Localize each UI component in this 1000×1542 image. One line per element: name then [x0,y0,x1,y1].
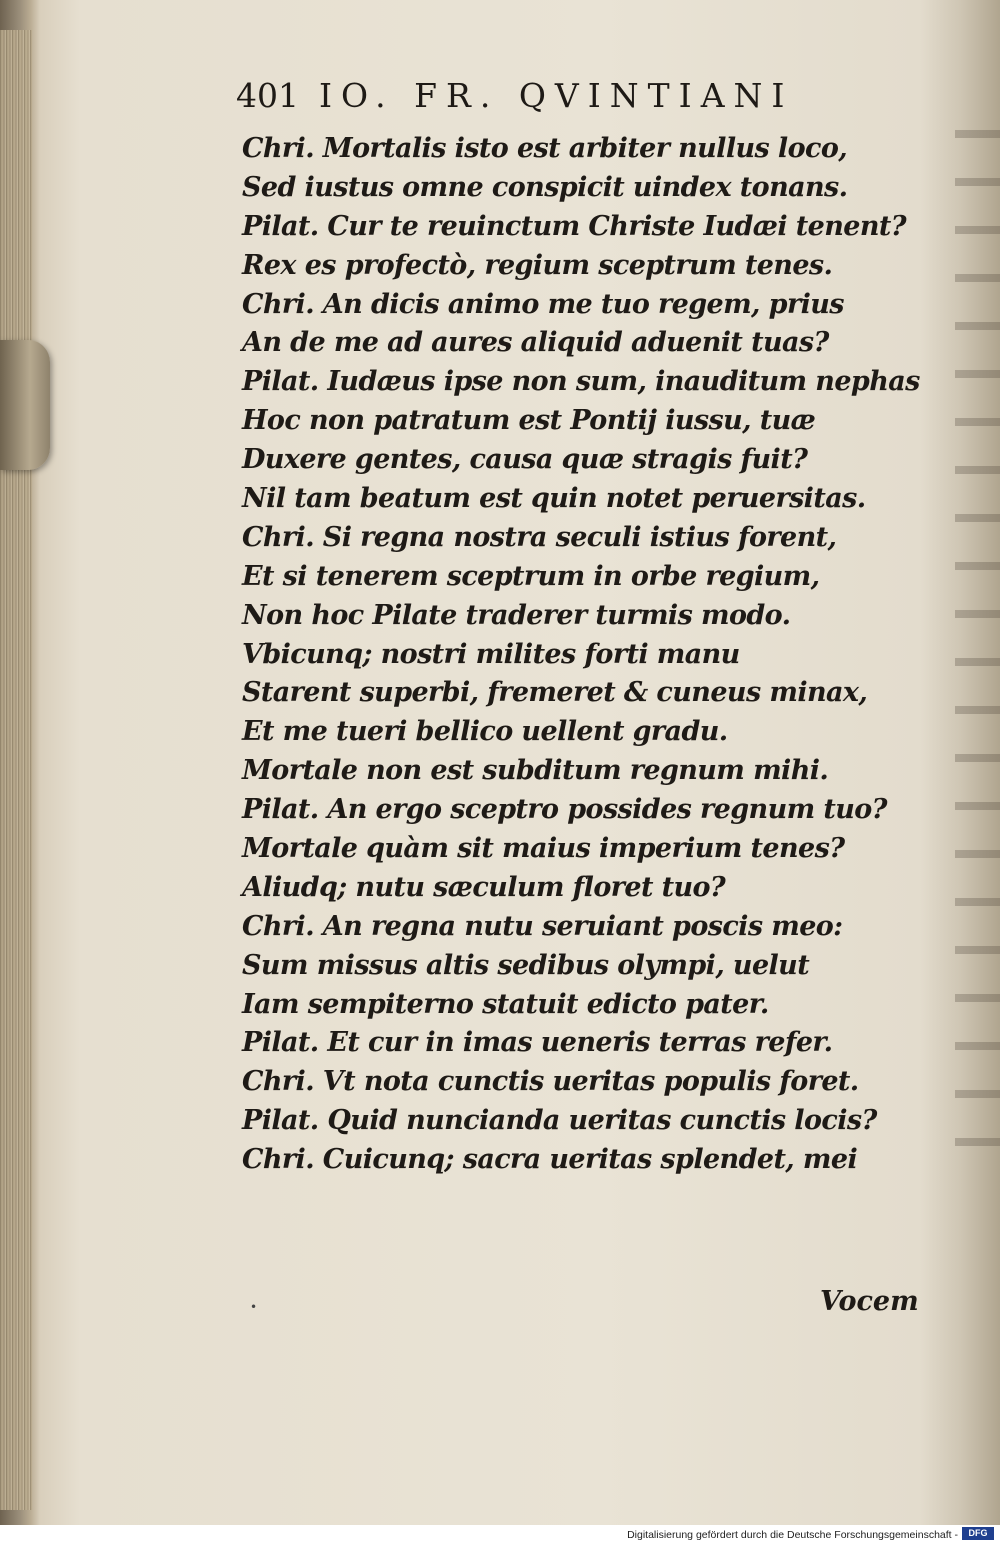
verse-line: Pilat. An ergo sceptro possides regnum tuo? [242,794,887,826]
verse-line: Hoc non patratum est Pontij iussu, tuæ [242,405,816,437]
book-page-edges [0,30,32,1510]
verse-line: Iam sempiterno statuit edicto pater. [242,988,769,1020]
verse-line: Sed iustus omne conspicit uindex tonans. [242,171,848,203]
running-head [236,76,876,115]
verse-line: Starent superbi, fremeret & cuneus minax, [242,677,868,709]
verse-line: Chri. Cuicunq; sacra ueritas splendet, mei [242,1144,858,1176]
verse-line: Mortale non est subditum regnum mihi. [242,755,829,787]
dfg-logo: DFG [962,1527,994,1540]
verse-line: Pilat. Cur te reuinctum Christe Iudæi tenent? [242,210,906,242]
page-dot: • [250,1300,258,1314]
running-title: IO. FR. QVINTIANI [319,76,794,115]
verse-line: Aliudq; nutu sæculum floret tuo? [242,871,726,903]
verse-line: Rex es profectò, regium sceptrum tenes. [242,249,833,281]
verse-line: Pilat. Et cur in imas ueneris terras refer. [242,1027,833,1059]
verse-line: Non hoc Pilate traderer turmis modo. [242,599,791,631]
verse-line: Et me tueri bellico uellent gradu. [242,716,728,748]
verse-line: Chri. Si regna nostra seculi istius forent, [242,521,837,553]
verse-text [242,130,920,1180]
verse-line: Chri. Mortalis isto est arbiter nullus loco, [242,133,848,164]
verse-line: Et si tenerem sceptrum in orbe regium, [242,560,820,592]
page-body [230,70,930,1370]
catchword: Vocem [820,1286,919,1317]
verse-line: Pilat. Iudæus ipse non sum, inauditum nephas [242,366,920,398]
verse-line: Chri. Vt nota cunctis ueritas populis foret. [242,1066,859,1098]
verse-line: Mortale quàm sit maius imperium tenes? [242,833,845,865]
verse-line: Vbicunq; nostri milites forti manu [242,638,740,670]
verse-line: Pilat. Quid nuncianda ueritas cunctis locis? [242,1105,877,1137]
verse-line: Sum missus altis sedibus olympi, uelut [242,949,810,981]
page-number: 401 [236,76,299,115]
verse-line: An de me ad aures aliquid aduenit tuas? [242,327,829,359]
verse-line: Nil tam beatum est quin notet peruersitas. [242,483,866,515]
footer-credit: Digitalisierung gefördert durch die Deutsche Forschungsgemeinschaft - [627,1529,958,1541]
verse-line: Chri. An regna nutu seruiant poscis meo: [242,910,843,942]
verse-line: Chri. An dicis animo me tuo regem, prius [242,288,844,320]
facing-page-shadow [955,90,1000,1170]
verse-line: Duxere gentes, causa quæ stragis fuit? [242,444,808,476]
book-clasp [0,340,50,470]
